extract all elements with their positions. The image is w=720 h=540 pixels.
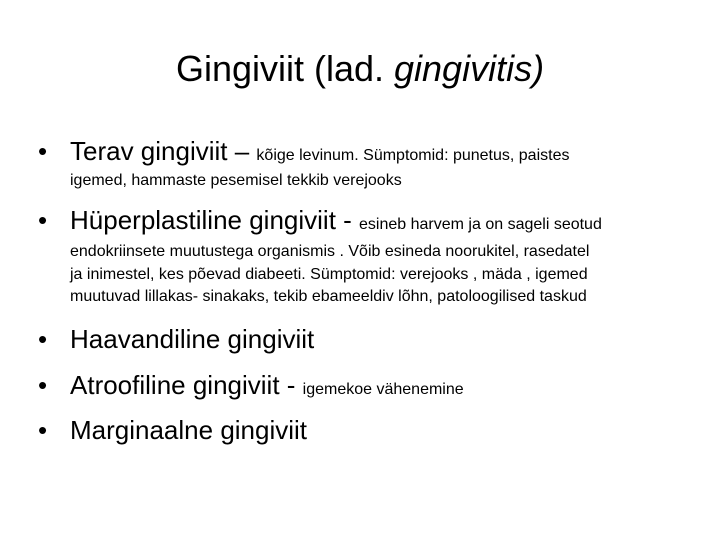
description-line: igemed, hammaste pesemisel tekkib verejooks <box>70 172 402 189</box>
bullet-marginaalne-gingiviit <box>38 413 307 447</box>
bullet-dot: • <box>38 205 48 235</box>
bullet-haavandiline-gingiviit <box>38 322 314 356</box>
title-latin-term: gingivitis) <box>394 48 545 89</box>
bullet-atroofiline-gingiviit <box>38 368 464 407</box>
bullet-heading: Haavandiline gingiviit <box>70 324 315 354</box>
bullet-description <box>70 170 710 193</box>
bullet-heading: Atroofiline gingiviit - <box>70 370 303 400</box>
bullet-inline-text: kõige levinum. Sümptomid: punetus, paistes <box>256 147 570 164</box>
bullet-dot: • <box>38 415 48 445</box>
slide-title <box>0 44 720 94</box>
bullet-heading: Hüperplastiline gingiviit - <box>70 205 360 235</box>
title-text: Gingiviit (lad. <box>175 48 395 89</box>
description-line: ja inimestel, kes põevad diabeeti. Sümptomid: verejooks , mäda , igemed <box>70 265 588 283</box>
bullet-dot: • <box>38 136 48 166</box>
bullet-terav-gingiviit <box>38 134 569 173</box>
bullet-dot: • <box>38 324 48 354</box>
bullet-description <box>70 241 710 309</box>
bullet-inline-text: igemekoe vähenemine <box>302 381 464 398</box>
description-line: muutuvad lillakas- sinakaks, tekib ebameeldiv lõhn, patoloogilised taskud <box>70 288 587 305</box>
description-line: endokriinsete muutustega organismis . Võib esineda noorukitel, rasedatel <box>70 243 590 260</box>
bullet-hyperplastiline-gingiviit <box>38 203 602 242</box>
bullet-heading: Marginaalne gingiviit <box>70 415 308 445</box>
bullet-dot: • <box>38 370 48 400</box>
bullet-inline-text: esineb harvem ja on sageli seotud <box>359 216 602 233</box>
bullet-heading: Terav gingiviit – <box>70 136 257 166</box>
